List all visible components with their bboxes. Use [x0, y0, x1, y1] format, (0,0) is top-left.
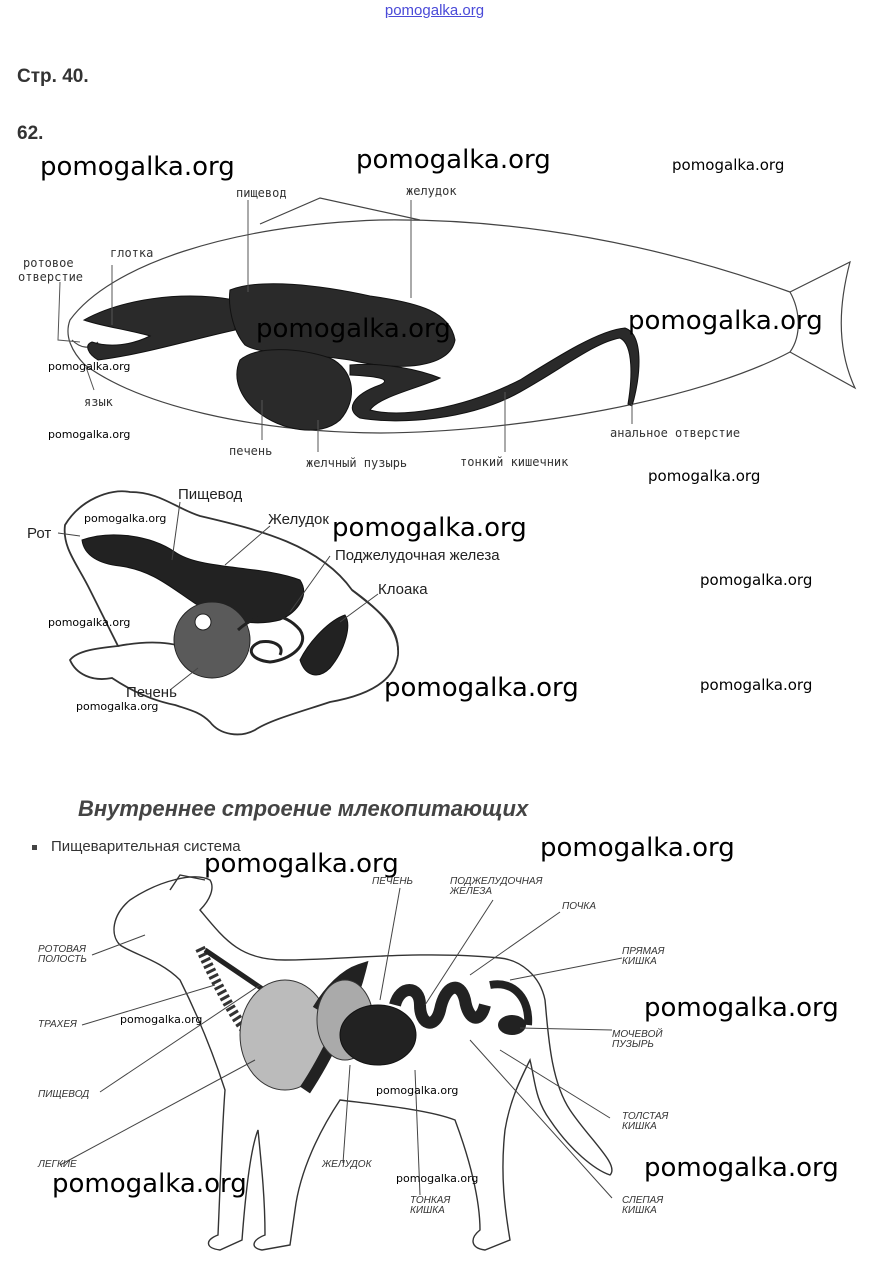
fish-label-tongue: язык [84, 395, 113, 409]
frog-label-pancreas: Поджелудочная железа [335, 547, 500, 564]
watermark: pomogalka.org [384, 673, 579, 703]
dog-label-kidney: ПОЧКА [562, 901, 596, 912]
watermark: pomogalka.org [48, 616, 131, 629]
fish-label-pharynx: глотка [110, 246, 154, 260]
frog-cloaca [300, 615, 348, 675]
task-number-heading: 62. [17, 123, 44, 144]
dog-label-liver: ПЕЧЕНЬ [372, 876, 414, 887]
dog-label-trachea: ТРАХЕЯ [38, 1019, 77, 1030]
fish-label-mouth-1: ротовое [23, 256, 74, 270]
dog-label-esophagus: ПИЩЕВОД [38, 1089, 90, 1100]
dog-bladder [498, 1015, 526, 1035]
watermark: pomogalka.org [40, 152, 235, 182]
watermark: pomogalka.org [76, 700, 159, 713]
watermark: pomogalka.org [356, 145, 551, 175]
watermark: pomogalka.org [48, 428, 131, 441]
watermark: pomogalka.org [256, 314, 451, 344]
dog-label-bladder-1: МОЧЕВОЙ [612, 1029, 663, 1040]
watermark: pomogalka.org [376, 1084, 459, 1097]
watermark: pomogalka.org [120, 1013, 203, 1026]
fish-label-liver: печень [229, 444, 273, 458]
dog-stomach [340, 1005, 416, 1065]
frog-label-liver: Печень [126, 684, 177, 701]
fish-liver [237, 350, 352, 431]
site-header-link[interactable]: pomogalka.org [384, 2, 485, 19]
watermark: pomogalka.org [48, 360, 131, 373]
dog-label-pancreas-1: ПОДЖЕЛУДОЧНАЯ [450, 876, 543, 887]
dog-label-rectum-2: КИШКА [622, 956, 657, 967]
page-number-heading: Стр. 40. [17, 66, 89, 87]
fish-label-gallbladder: желчный пузырь [306, 456, 408, 470]
dog-label-cecum-2: КИШКА [622, 1205, 657, 1216]
watermark: pomogalka.org [204, 849, 399, 879]
watermark: pomogalka.org [52, 1169, 247, 1199]
dog-label-stomach: ЖЕЛУДОК [322, 1159, 372, 1170]
fish-label-small-intestine: тонкий кишечник [460, 455, 569, 469]
watermark: pomogalka.org [700, 571, 813, 589]
watermark: pomogalka.org [648, 467, 761, 485]
dog-label-bladder-2: ПУЗЫРЬ [612, 1039, 654, 1050]
watermark: pomogalka.org [644, 993, 839, 1023]
watermark: pomogalka.org [700, 676, 813, 694]
frog-liver [174, 602, 250, 678]
frog-hind-leg [352, 590, 398, 650]
frog-label-stomach: Желудок [268, 511, 329, 528]
dog-label-lungs: ЛЕГКИЕ [38, 1159, 77, 1170]
bullet-icon [32, 845, 37, 850]
watermark: pomogalka.org [644, 1153, 839, 1183]
dog-label-pancreas-2: ЖЕЛЕЗА [450, 886, 493, 897]
dog-label-small-intestine-2: КИШКА [410, 1205, 445, 1216]
dog-label-rectum-1: ПРЯМАЯ [622, 946, 665, 957]
frog-label-cloaca: Клоака [378, 581, 428, 598]
watermark: pomogalka.org [396, 1172, 479, 1185]
watermark: pomogalka.org [628, 306, 823, 336]
fish-label-esophagus: пищевод [236, 186, 287, 200]
dog-label-oral-2: ПОЛОСТЬ [38, 954, 87, 965]
watermark: pomogalka.org [332, 513, 527, 543]
dog-label-large-intestine-2: КИШКА [622, 1121, 657, 1132]
dog-label-large-intestine-1: ТОЛСТАЯ [622, 1111, 669, 1122]
watermark: pomogalka.org [540, 833, 735, 863]
fish-label-mouth-2: отверстие [18, 270, 84, 284]
frog-label-mouth: Рот [27, 525, 52, 542]
watermark: pomogalka.org [672, 156, 785, 174]
mammal-section-title: Внутреннее строение млекопитающих [78, 796, 529, 821]
watermark: pomogalka.org [84, 512, 167, 525]
fish-pharynx [84, 296, 235, 360]
frog-organs [82, 535, 348, 678]
dog-label-cecum-1: СЛЕПАЯ [622, 1195, 664, 1206]
fish-organs [84, 284, 639, 430]
fish-label-anus: анальное отверстие [610, 426, 741, 440]
dog-label-small-intestine-1: ТОНКАЯ [410, 1195, 451, 1206]
frog-label-esophagus: Пищевод [178, 486, 243, 503]
mammal-subtitle-text: Пищеварительная система [51, 838, 241, 855]
fish-label-stomach: желудок [406, 184, 457, 198]
dog-label-oral-1: РОТОВАЯ [38, 944, 86, 955]
